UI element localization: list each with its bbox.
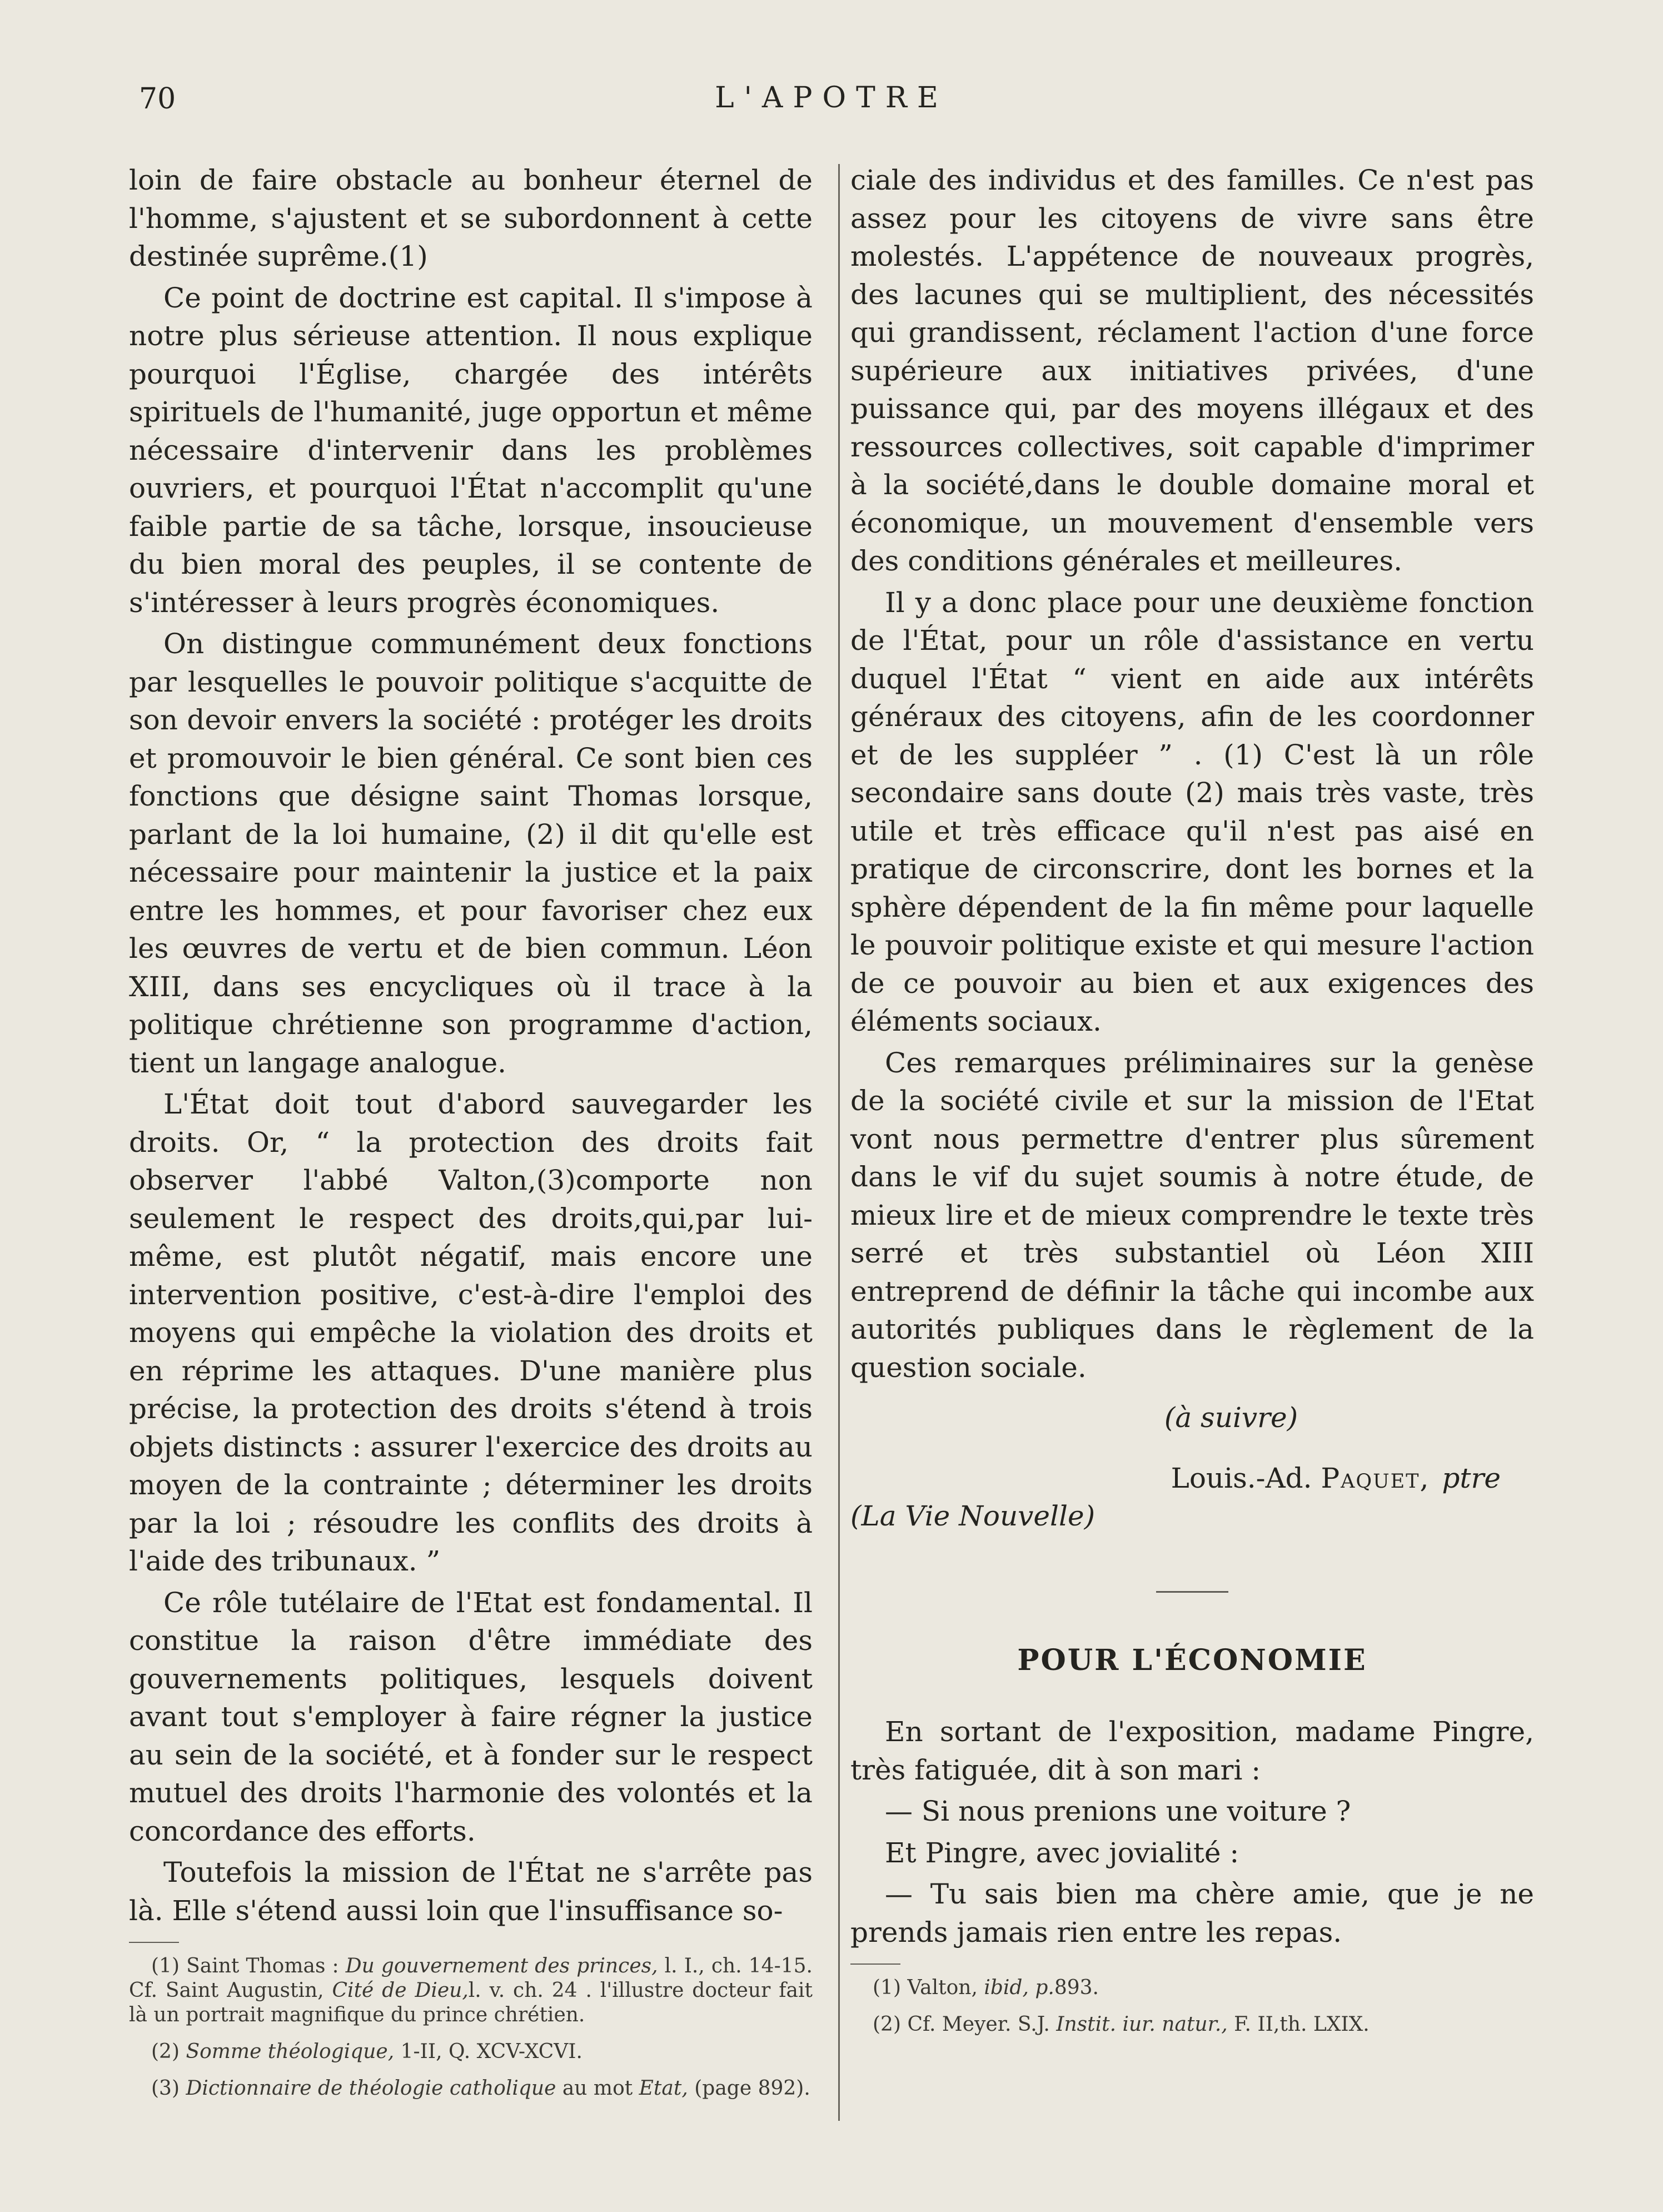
footnote-work-title: Etat, (639, 2077, 688, 2100)
footnote-number: (1) (151, 1955, 180, 1977)
footnote-work-title: Instit. iur. natur., (1056, 2013, 1228, 2036)
paragraph: Il y a donc place pour une deuxième fonction de l'État, pour un rôle d'assistance en vertu duquel l'État “ vient en aide aux intérêts généraux des citoyens, afin de les coordonner et de les suppléer ” . (1) C'est là un rôle secondaire sans doute (2) mais très vaste, très utile et très efficace qu'il n'est pas aisé en pratique de circonscrire, dont les bornes et la sphère dépendent de la fin même pour laquelle le pouvoir politique existe et qui mesure l'action de ce pouvoir au bien et aux exigences des éléments sociaux. (850, 586, 1534, 1037)
footnote-text: Cf. Meyer. S.J. (907, 2013, 1057, 2036)
footnote-text: l. I., ch. 14-15. Cf. Saint Augustin, (129, 1955, 813, 2002)
footnote-1 (850, 1976, 1534, 2000)
paragraph: Ces remarques préliminaires sur la genèse de la société civile et sur la mission de l'Etat vont nous permettre d'entrer plus sûrement dans le vif du sujet soumis à notre étude, de mieux lire et de mieux comprendre le texte très serré et très substantiel où Léon XIII entreprend de définir la tâche qui incombe aux autorités publiques dans le règlement de la question sociale. (850, 1046, 1534, 1384)
paragraph: — Si nous prenions une voiture ? (885, 1795, 1351, 1827)
paragraph: ciale des individus et des familles. Ce n'est pas assez pour les citoyens de vivre sans être molestés. L'appétence de nouveaux progrès, des lacunes qui se multiplient, des nécessités qui grandissent, réclament l'action d'une force supérieure aux initiatives privées, d'une puissance qui, par des moyens illégaux et des ressources collectives, soit capable d'imprimer à la société,dans le double domaine moral et économique, un mouvement d'ensemble vers des conditions générales et meilleures. (850, 164, 1534, 577)
paragraph: En sortant de l'exposition, madame Pingre, très fatiguée, dit à son mari : (850, 1716, 1534, 1786)
paragraph: — Tu sais bien ma chère amie, que je ne prends jamais rien entre les repas. (850, 1878, 1534, 1948)
footnote-text: au mot (556, 2077, 639, 2100)
footnote-rule (850, 1964, 900, 1965)
footnote-text: Valton, (907, 1976, 984, 1999)
footnote-2 (129, 2040, 813, 2064)
author-signature (850, 1459, 1534, 1498)
footnote-1 (129, 1954, 813, 2027)
author-surname: Paquet, (1321, 1462, 1430, 1494)
page-number: 70 (139, 82, 176, 116)
left-column (129, 161, 813, 2113)
footnote-number: (1) (873, 1976, 901, 1999)
footnote-3 (129, 2076, 813, 2101)
footnote-text: 1-II, Q. XCV-XCVI. (394, 2040, 582, 2063)
footnote-work-title: Du gouvernement des princes, (345, 1955, 658, 1977)
author-title: ptre (1442, 1462, 1501, 1494)
right-column (850, 161, 1534, 2049)
paragraph: Et Pingre, avec jovialité : (885, 1836, 1239, 1869)
right-footnotes (850, 1964, 1534, 2037)
paragraph: Toutefois la mission de l'État ne s'arrête pas là. Elle s'étend aussi loin que l'insuffisance so- (129, 1856, 813, 1927)
footnote-text: 893. (1054, 1976, 1099, 1999)
footnote-number: (3) (151, 2077, 180, 2100)
footnote-number: (2) (151, 2040, 180, 2063)
page-header (0, 77, 1663, 121)
footnote-text: l. v. ch. 24 . l'illustre docteur fait là un portrait magnifique du prince chrétien. (129, 1979, 813, 2026)
source-citation: (La Vie Nouvelle) (850, 1500, 1096, 1532)
footnote-text: Saint Thomas : (186, 1955, 346, 1977)
footnote-rule (129, 1942, 179, 1943)
paragraph: Ce rôle tutélaire de l'Etat est fondamental. Il constitue la raison d'être immédiate des gouvernements politiques, lesquels doivent avant tout s'employer à faire régner la justice au sein de la société, et à fonder sur le respect mutuel des droits l'harmonie des volontés et la concordance des efforts. (129, 1586, 813, 1847)
continued-note: (à suivre) (1164, 1401, 1298, 1434)
footnote-text: F. II,th. LXIX. (1227, 2013, 1370, 2036)
footnote-work-title: Somme théologique, (186, 2040, 395, 2063)
footnote-work-title: Cité de Dieu, (332, 1979, 469, 2002)
author-first-name: Louis.-Ad. (1171, 1462, 1312, 1494)
paragraph: loin de faire obstacle au bonheur éternel de l'homme, s'ajustent et se subordonnent à cette destinée suprême.(1) (129, 164, 813, 272)
column-divider (838, 164, 840, 2121)
section-separator (1156, 1591, 1228, 1593)
footnote-work-title: Dictionnaire de théologie catholique (186, 2077, 556, 2100)
article-title: POUR L'ÉCONOMIE (1017, 1643, 1367, 1677)
running-title: L'APOTRE (715, 81, 948, 115)
footnote-text: (page 892). (688, 2077, 810, 2100)
paragraph: On distingue communément deux fonctions par lesquelles le pouvoir politique s'acquitte de son devoir envers la société : protéger les droits et promouvoir le bien général. Ce sont bien ces fonctions que désigne saint Thomas lorsque, parlant de la loi humaine, (2) il dit qu'elle est nécessaire pour maintenir la justice et la paix entre les hommes, et pour favoriser chez eux les œuvres de vertu et de bien commun. Léon XIII, dans ses encycliques où il trace à la politique chrétienne son programme d'action, tient un langage analogue. (129, 628, 813, 1079)
footnote-number: (2) (873, 2013, 901, 2036)
footnote-2 (850, 2012, 1534, 2037)
footnote-work-title: ibid, p. (984, 1976, 1054, 1999)
paragraph: Ce point de doctrine est capital. Il s'impose à notre plus sérieuse attention. Il nous explique pourquoi l'Église, chargée des intérêts spirituels de l'humanité, juge opportun et même nécessaire d'intervenir dans les problèmes ouvriers, et pourquoi l'État n'accomplit qu'une faible partie de sa tâche, lorsque, insoucieuse du bien moral des peuples, il se contente de s'intéresser à leurs progrès économiques. (129, 281, 813, 619)
paragraph: L'État doit tout d'abord sauvegarder les droits. Or, “ la protection des droits fait observer l'abbé Valton,(3)comporte non seulement le respect des droits,qui,par lui-même, est plutôt négatif, mais encore une intervention positive, c'est-à-dire l'emploi des moyens qui empêche la violation des droits et en réprime les attaques. D'une manière plus précise, la protection des droits s'étend à trois objets distincts : assurer l'exercice des droits au moyen de la contrainte ; déterminer les droits par la loi ; résoudre les conflits des droits à l'aide des tribunaux. ” (129, 1088, 813, 1577)
